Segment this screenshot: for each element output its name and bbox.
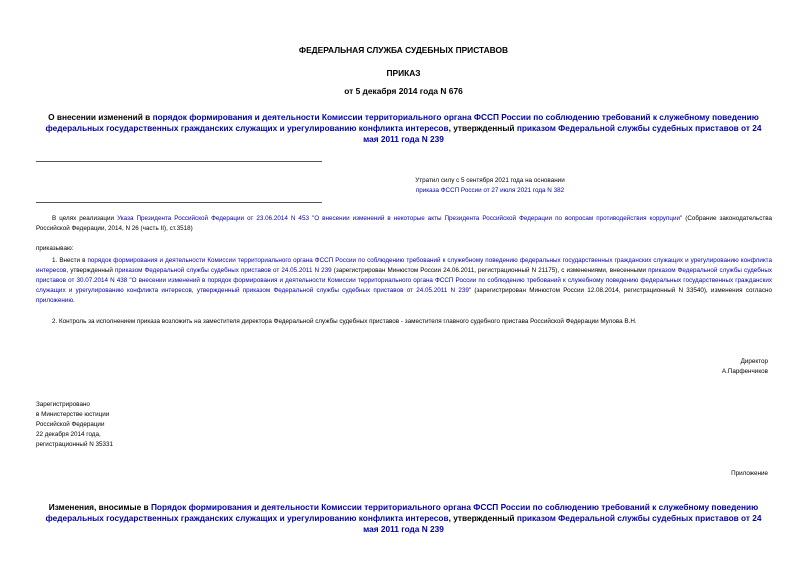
registration-block: [36, 400, 113, 450]
status-link[interactable]: приказа ФССП России от 27 июля 2021 года N 382: [415, 187, 565, 194]
item-1-text-d: (зарегистрирован Минюстом России 12.08.2014, регистрационный N 33540), изменения согласно: [471, 287, 772, 294]
divider-top: [36, 161, 322, 162]
preamble-text-start: В целях реализации: [52, 215, 118, 222]
item-1-text-c: (зарегистрирован Минюстом России 24.06.2011, регистрационный N 21175), с изменениями, внесенными: [331, 267, 649, 274]
appendix-title-link-procedure[interactable]: Порядок формирования и деятельности Комиссии территориального органа ФССП России по соблюдению требований к служебному поведению федеральных государственных гражданских служащих и урегулированию конфликта интересов: [45, 502, 759, 523]
appendix-title-link-order[interactable]: приказом Федеральной службы судебных приставов от 24 мая 2011 года N 239: [363, 513, 762, 534]
document-title: [44, 112, 763, 145]
item-1-link-appendix[interactable]: приложению: [36, 297, 74, 304]
registration-line: 22 декабря 2014 года,: [36, 431, 101, 438]
item-1-paragraph: [36, 256, 772, 306]
order-word: приказываю:: [36, 245, 74, 252]
preamble-paragraph: [36, 214, 772, 234]
item-1-link-procedure[interactable]: порядок формирования и деятельности Комиссии территориального органа ФССП России по соблюдению требований к служебному поведению федеральных государственных гражданских служащих и урегулированию конфликта интересов: [36, 257, 772, 274]
item-2-text: 2. Контроль за исполнением приказа возложить на заместителя директора Федеральной службы судебных приставов - заместителя главного судебного пристава Российской Федерации Мулова В.Н.: [52, 318, 637, 325]
appendix-title: [44, 502, 763, 535]
appendix-label: Приложение: [731, 470, 768, 477]
item-1-link-order-239[interactable]: приказом Федеральной службы судебных приставов от 24.05.2011 N 239: [115, 267, 332, 274]
registration-line: в Министерстве юстиции: [36, 411, 110, 418]
issuing-organization: ФЕДЕРАЛЬНАЯ СЛУЖБА СУДЕБНЫХ ПРИСТАВОВ: [298, 45, 509, 55]
title-prefix: О внесении изменений в: [48, 112, 153, 122]
appendix-title-middle: , утвержденный: [448, 513, 517, 523]
title-link-order[interactable]: приказом Федеральной службы судебных приставов от 24 мая 2011 года N 239: [363, 123, 762, 144]
item-1-text-b: , утвержденный: [66, 267, 116, 274]
signature-block: [722, 357, 768, 377]
signatory-position: Директор: [740, 358, 768, 365]
item-1-text-a: 1. Внести в: [52, 257, 88, 264]
item-1-text-e: .: [73, 297, 75, 304]
title-link-procedure[interactable]: порядок формирования и деятельности Комиссии территориального органа ФССП России по соблюдению требований к служебному поведению федеральных государственных гражданских служащих и урегулированию конфликта интересов: [45, 112, 759, 133]
divider-bottom: [36, 202, 322, 203]
preamble-text-end: (Собрание законодательства Российской Федерации, 2014, N 26 (часть II), ст.3518): [36, 215, 773, 232]
registration-line: Российской Федерации: [36, 421, 105, 428]
document-type: ПРИКАЗ: [386, 68, 421, 78]
status-note: [300, 176, 680, 196]
signatory-name: А.Парфенчиков: [721, 368, 768, 375]
registration-line: Зарегистрировано: [36, 401, 90, 408]
status-text: Утратил силу с 5 сентября 2021 года на основании: [415, 177, 565, 184]
item-2-paragraph: [36, 317, 772, 327]
appendix-title-prefix: Изменения, вносимые в: [48, 502, 151, 512]
item-1-link-order-438[interactable]: приказом Федеральной службы судебных приставов от 30.07.2014 N 438 "О внесении изменений в порядок формирования и деятельности Комиссии территориального органа ФССП России по соблюдению требований к служебному поведению федеральных государственных гражданских служащих и урегулированию конфликта интересов, утвержденный приказом Федеральной службы судебных приставов от 24.05.2011 N 239": [36, 267, 772, 294]
document-date: от 5 декабря 2014 года N 676: [344, 86, 463, 96]
decree-link[interactable]: Указа Президента Российской Федерации от 23.06.2014 N 453 "О внесении изменений в некоторые акты Президента Российской Федерации по вопросам противодействия коррупции": [117, 215, 683, 222]
title-middle: , утвержденный: [448, 123, 517, 133]
registration-line: регистрационный N 35331: [36, 441, 114, 448]
